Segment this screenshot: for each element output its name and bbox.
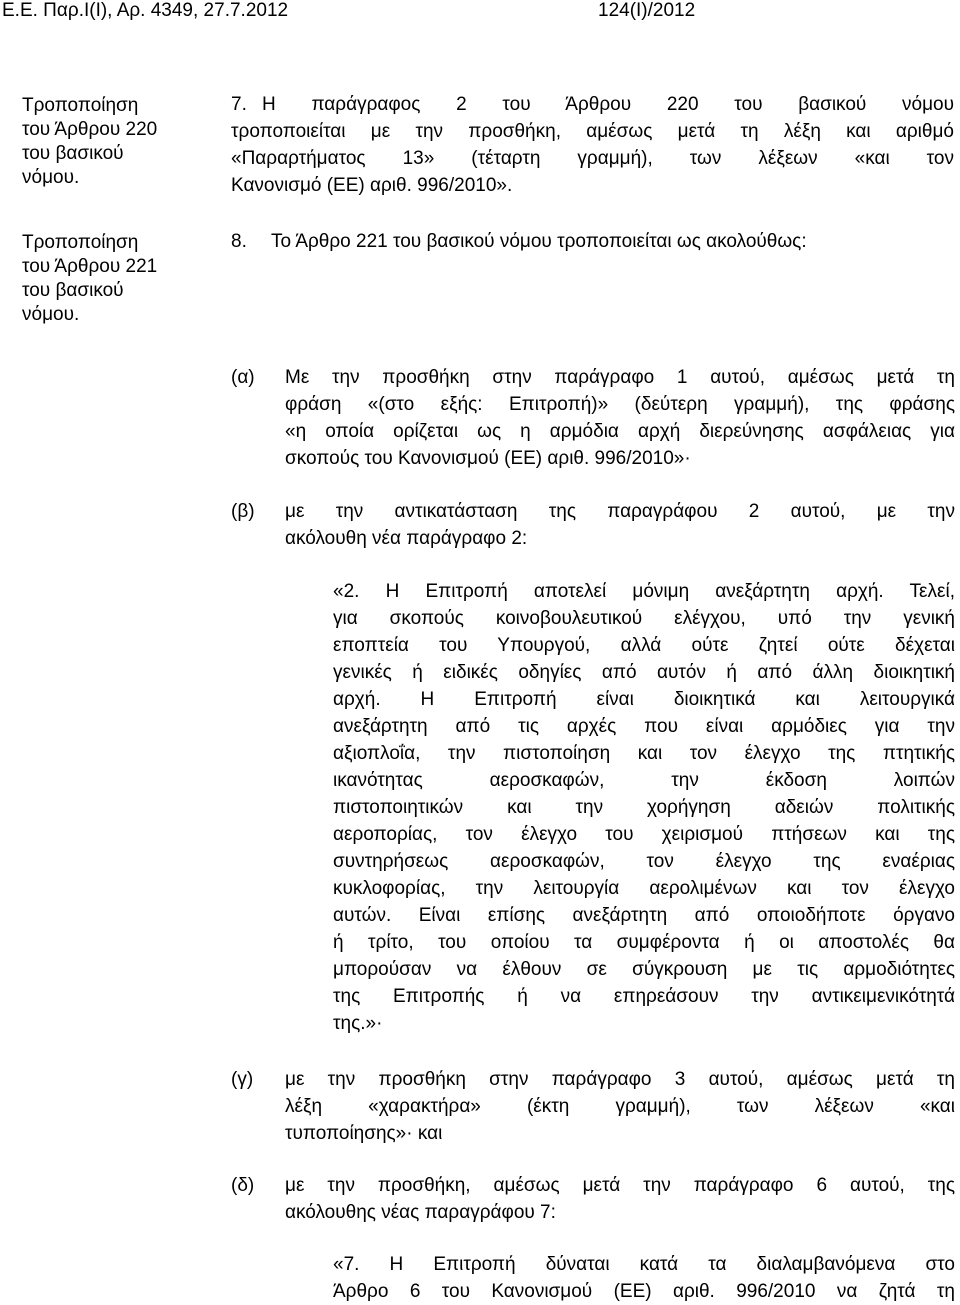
text-line: «η οποία ορίζεται ως η αρμόδια αρχή διερεύνησης ασφάλειας για (285, 421, 955, 442)
text-line: αεροπορίας, τον έλεγχο του χειρισμού πτήσεων και της (333, 824, 955, 845)
margin-note-line: Τροποποίηση (22, 232, 139, 253)
quoted-paragraph-7 (333, 1251, 955, 1305)
margin-note-line: του βασικού (22, 143, 124, 164)
gazette-reference: Ε.Ε. Παρ.Ι(Ι), Αρ. 4349, 27.7.2012 (2, 0, 289, 21)
text-line: τροποποιείται με την προσθήκη, αμέσως μετά τη λέξη και αριθμό (231, 121, 954, 142)
margin-note-line: νόμου. (22, 304, 80, 325)
item-c-label: (γ) (231, 1069, 254, 1090)
margin-note-line: του βασικού (22, 280, 124, 301)
text-line: λέξη «χαρακτήρα» (έκτη γραμμή), των λέξεων «και (285, 1096, 955, 1117)
item-b-body (285, 498, 955, 552)
margin-note-article-221 (22, 231, 202, 327)
item-a-body (285, 364, 955, 472)
text-line: για σκοπούς κοινοβουλευτικού ελέγχου, υπό την γενική (333, 608, 955, 629)
paragraph-8-text: Το Άρθρο 221 του βασικού νόμου τροποποιείται ως ακολούθως: (271, 231, 807, 252)
text-line: τυποποίησης»· και (285, 1123, 443, 1144)
text-line: Κανονισμό (ΕΕ) αριθ. 996/2010». (231, 175, 513, 196)
item-d-body (285, 1172, 955, 1226)
item-a-label: (α) (231, 367, 255, 388)
margin-note-line: Τροποποίηση (22, 95, 139, 116)
text-line: Με την προσθήκη στην παράγραφο 1 αυτού, αμέσως μετά τη (285, 367, 955, 388)
paragraph-8-number: 8. (231, 231, 247, 252)
text-line: Άρθρο 6 του Κανονισμού (ΕΕ) αριθ. 996/2010 να ζητά τη (333, 1281, 955, 1302)
text-line: πιστοποιητικών και την χορήγηση αδειών πολιτικής (333, 797, 955, 818)
text-line: συντηρήσεως αεροσκαφών, τον έλεγχο της εναέριας (333, 851, 955, 872)
text-line: κυκλοφορίας, την λειτουργία αερολιμένων και τον έλεγχο (333, 878, 955, 899)
text-line: «2. Η Επιτροπή αποτελεί μόνιμη ανεξάρτητη αρχή. Τελεί, (333, 581, 955, 602)
text-line: ανεξάρτητη από τις αρχές που είναι αρμόδιες για την (333, 716, 955, 737)
text-line: αξιοπλοΐα, την πιστοποίηση και τον έλεγχο της πτητικής (333, 743, 955, 764)
text-line: σκοπούς του Κανονισμού (ΕΕ) αριθ. 996/2010»· (285, 448, 691, 469)
text-line: μπορούσαν να έλθουν σε σύγκρουση με τις αρμοδιότητες (333, 959, 955, 980)
law-number: 124(Ι)/2012 (598, 0, 696, 21)
margin-note-line: νόμου. (22, 167, 80, 188)
margin-note-article-220 (22, 94, 202, 190)
paragraph-7-number: 7. (231, 94, 247, 115)
text-line: «7. Η Επιτροπή δύναται κατά τα διαλαμβανόμενα στο (333, 1254, 955, 1275)
item-b-label: (β) (231, 501, 255, 522)
text-line: φράση «(στο εξής: Επιτροπή)» (δεύτερη γραμμή), της φράσης (285, 394, 955, 415)
text-line: ή τρίτο, του οποίου τα συμφέροντα ή οι αποστολές θα (333, 932, 955, 953)
page-header (0, 0, 960, 24)
text-line: αυτών. Είναι επίσης ανεξάρτητη από οποιοδήποτε όργανο (333, 905, 955, 926)
item-c-body (285, 1066, 955, 1147)
paragraph-7-first-line (262, 91, 954, 118)
text-line: αρχή. Η Επιτροπή είναι διοικητικά και λειτουργικά (333, 689, 955, 710)
text-line: ακόλουθης νέας παραγράφου 7: (285, 1202, 556, 1223)
text-line: με την προσθήκη στην παράγραφο 3 αυτού, αμέσως μετά τη (285, 1069, 955, 1090)
text-line: Η παράγραφος 2 του Άρθρου 220 του βασικού νόμου (262, 94, 954, 115)
text-line: με την προσθήκη, αμέσως μετά την παράγραφο 6 αυτού, της (285, 1175, 955, 1196)
text-line: με την αντικατάσταση της παραγράφου 2 αυτού, με την (285, 501, 955, 522)
paragraph-7-body (231, 118, 954, 199)
text-line: ακόλουθη νέα παράγραφο 2: (285, 528, 528, 549)
text-line: γενικές ή ειδικές οδηγίες από αυτόν ή από άλλη διοικητική (333, 662, 955, 683)
text-line: της Επιτροπής ή να επηρεάσουν την αντικειμενικότητά (333, 986, 955, 1007)
quoted-paragraph-2 (333, 578, 955, 1037)
text-line: ικανότητας αεροσκαφών, την έκδοση λοιπών (333, 770, 955, 791)
text-line: της.»· (333, 1013, 383, 1034)
item-d-label: (δ) (231, 1175, 255, 1196)
margin-note-line: του Άρθρου 220 (22, 119, 158, 140)
text-line: εποπτεία του Υπουργού, αλλά ούτε ζητεί ούτε δέχεται (333, 635, 955, 656)
text-line: «Παραρτήματος 13» (τέταρτη γραμμή), των λέξεων «και τον (231, 148, 954, 169)
margin-note-line: του Άρθρου 221 (22, 256, 158, 277)
